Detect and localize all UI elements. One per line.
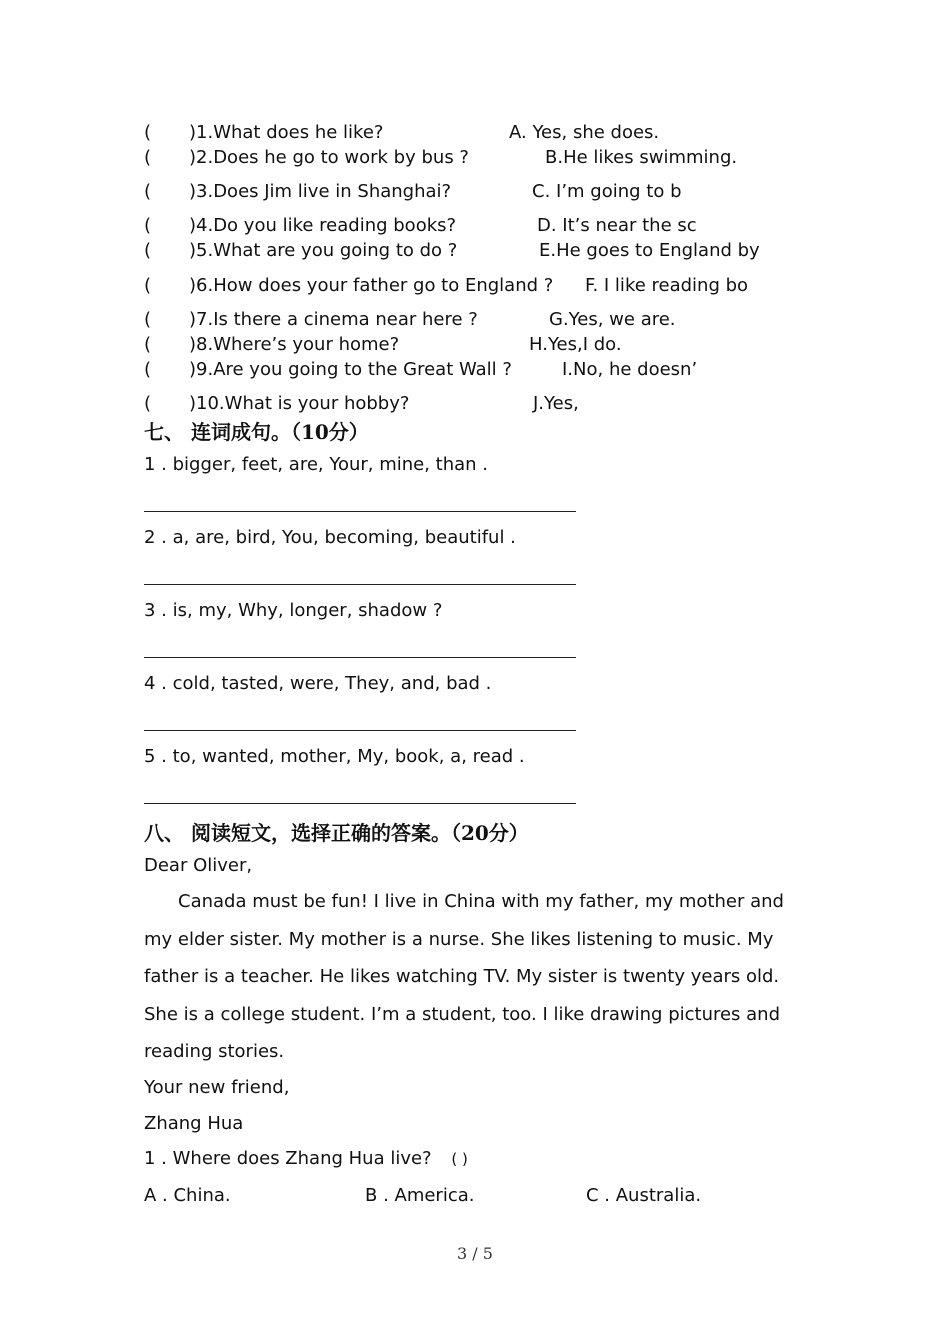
match-question-10: )10.What is your hobby? [189,393,410,414]
question-1-text: 1 . Where does Zhang Hua live? [144,1148,432,1169]
letter-closing: Your new friend, [144,1077,290,1098]
match-answer-c: C. I’m going to b [532,181,682,202]
match-question-9: )9.Are you going to the Great Wall ? [189,359,512,380]
letter-body: Canada must be fun! I live in China with my father, my mother and my elder sister. My mother is a nurse. She likes listening to music. My father is a teacher. He likes watching TV. My sister is twenty years old. She is a college student. I’m a student, too. I like drawing pictures and reading stories. [144,891,784,1062]
sentence-item-3: 3 . is, my, Why, longer, shadow ? [144,600,443,621]
answer-paren: ( [144,147,152,168]
option-b[interactable]: B . America. [365,1185,475,1206]
sentence-item-4: 4 . cold, tasted, were, They, and, bad . [144,673,492,694]
answer-paren: ( [144,215,152,236]
match-question-4: )4.Do you like reading books? [189,215,457,236]
answer-paren: ( [144,309,152,330]
match-answer-b: B.He likes swimming. [545,147,738,168]
match-answer-j: J.Yes, [533,393,579,414]
page-number: 3 / 5 [457,1244,493,1263]
match-question-6: )6.How does your father go to England ? [189,275,554,296]
answer-paren: ( [144,181,152,202]
question-1 [144,1148,468,1169]
match-answer-d: D. It’s near the sc [537,215,697,236]
question-1-answer-blank[interactable]: ( ) [451,1150,468,1168]
match-answer-e: E.He goes to England by [539,240,760,261]
letter-signature: Zhang Hua [144,1113,244,1134]
answer-paren: ( [144,122,152,143]
match-answer-a: A. Yes, she does. [509,122,660,143]
answer-line-5[interactable] [144,803,576,804]
answer-paren: ( [144,275,152,296]
answer-line-4[interactable] [144,730,576,731]
section7-heading: 七、 连词成句。（10分） [144,420,369,444]
answer-paren: ( [144,240,152,261]
match-answer-g: G.Yes, we are. [549,309,676,330]
match-question-5: )5.What are you going to do ? [189,240,458,261]
option-c[interactable]: C . Australia. [586,1185,702,1206]
sentence-item-1: 1 . bigger, feet, are, Your, mine, than . [144,454,489,475]
match-question-1: )1.What does he like? [189,122,384,143]
match-question-3: )3.Does Jim live in Shanghai? [189,181,452,202]
section8-heading: 八、 阅读短文，选择正确的答案。（20分） [144,821,529,845]
match-answer-f: F. I like reading bo [585,275,749,296]
match-question-7: )7.Is there a cinema near here ? [189,309,478,330]
option-a[interactable]: A . China. [144,1185,231,1206]
answer-paren: ( [144,393,152,414]
answer-paren: ( [144,359,152,380]
match-answer-i: I.No, he doesn’ [562,359,698,380]
sentence-item-2: 2 . a, are, bird, You, becoming, beautiful . [144,527,516,548]
answer-paren: ( [144,334,152,355]
sentence-item-5: 5 . to, wanted, mother, My, book, a, read . [144,746,525,767]
match-question-8: )8.Where’s your home? [189,334,400,355]
match-question-2: )2.Does he go to work by bus ? [189,147,469,168]
answer-line-2[interactable] [144,584,576,585]
letter-greeting: Dear Oliver, [144,855,253,876]
match-answer-h: H.Yes,I do. [529,334,622,355]
answer-line-3[interactable] [144,657,576,658]
answer-line-1[interactable] [144,511,576,512]
